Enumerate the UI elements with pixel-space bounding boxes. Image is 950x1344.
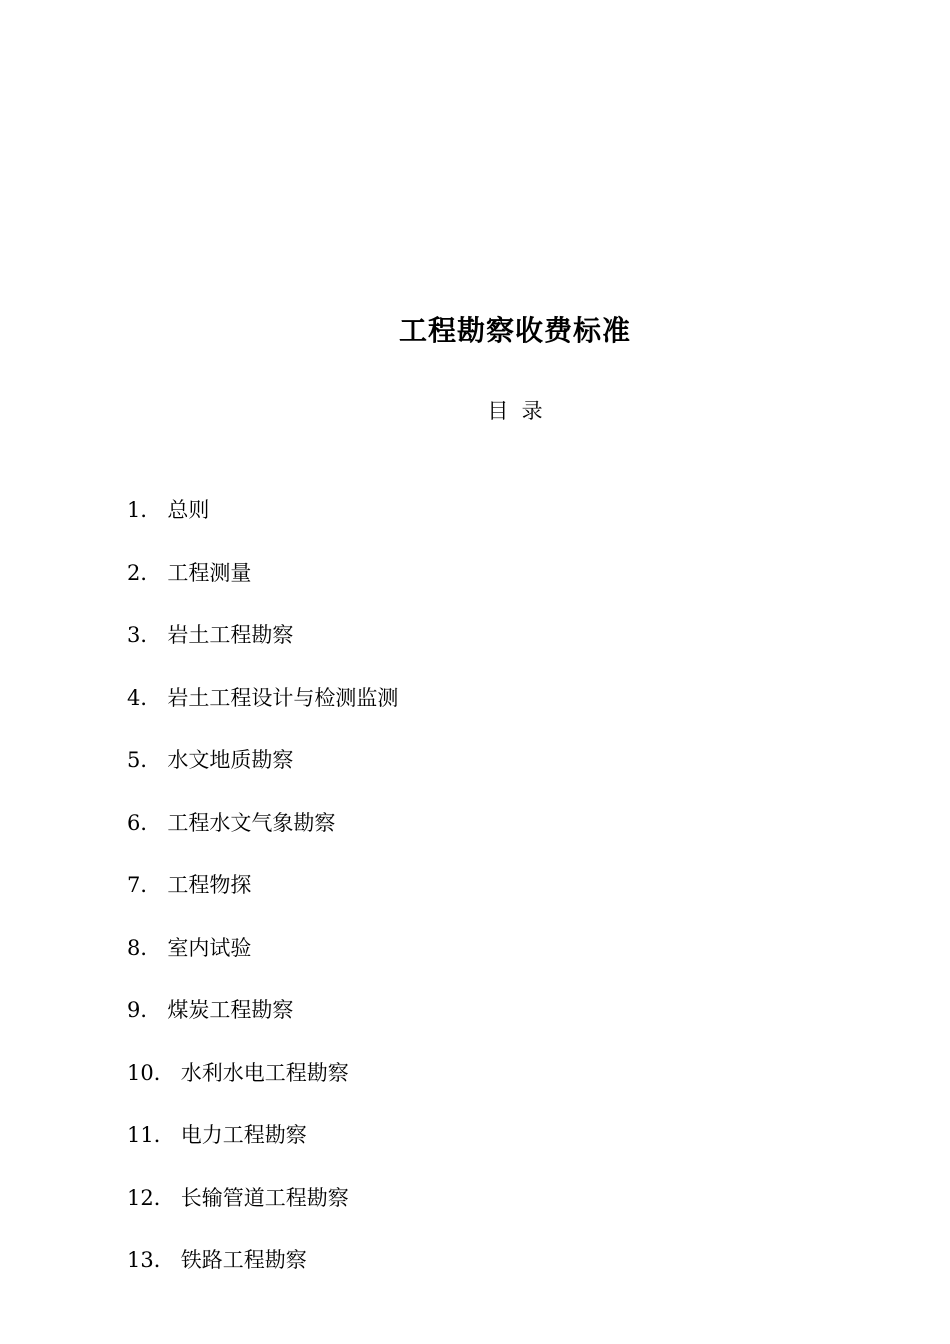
toc-item-number: 7． <box>127 873 162 897</box>
toc-item-label: 总则 <box>167 498 210 522</box>
toc-item-label: 工程测量 <box>167 560 252 585</box>
toc-item-number: 8． <box>127 935 162 960</box>
document-title: 工程勘察收费标准 <box>398 313 631 347</box>
toc-item-label: 铁路工程勘察 <box>180 1248 307 1272</box>
toc-item-number: 13． <box>127 1248 175 1272</box>
toc-item-label: 水文地质勘察 <box>167 748 294 772</box>
toc-item-3[interactable] <box>127 619 398 682</box>
toc-list <box>127 494 398 1307</box>
toc-item-number: 6． <box>127 810 162 835</box>
toc-item-2[interactable] <box>127 557 398 620</box>
toc-item-number: 5． <box>127 748 162 772</box>
toc-item-13[interactable] <box>127 1244 398 1307</box>
toc-item-7[interactable] <box>127 869 398 932</box>
toc-item-9[interactable] <box>127 994 398 1057</box>
toc-item-label: 室内试验 <box>167 935 252 960</box>
toc-item-8[interactable] <box>127 932 398 995</box>
toc-item-number: 9． <box>127 998 162 1022</box>
toc-item-label: 工程物探 <box>167 873 252 897</box>
toc-item-1[interactable] <box>127 494 398 557</box>
toc-item-number: 2． <box>127 560 162 585</box>
toc-item-number: 12． <box>127 1185 175 1210</box>
toc-item-12[interactable] <box>127 1182 398 1245</box>
toc-item-label: 水利水电工程勘察 <box>180 1060 349 1085</box>
toc-item-number: 10． <box>127 1060 175 1085</box>
toc-item-label: 岩土工程设计与检测监测 <box>167 685 399 710</box>
toc-item-label: 煤炭工程勘察 <box>167 998 294 1022</box>
toc-item-label: 工程水文气象勘察 <box>167 810 336 835</box>
toc-item-6[interactable] <box>127 807 398 870</box>
toc-item-label: 长输管道工程勘察 <box>180 1185 349 1210</box>
toc-item-number: 4． <box>127 685 162 710</box>
toc-item-4[interactable] <box>127 682 398 745</box>
toc-item-label: 岩土工程勘察 <box>167 623 294 647</box>
toc-item-number: 1． <box>127 498 162 522</box>
toc-item-number: 3． <box>127 623 162 647</box>
toc-item-label: 电力工程勘察 <box>180 1123 307 1147</box>
toc-item-number: 11． <box>127 1123 175 1147</box>
toc-item-11[interactable] <box>127 1119 398 1182</box>
toc-heading: 目 录 <box>487 399 543 423</box>
toc-item-5[interactable] <box>127 744 398 807</box>
toc-item-10[interactable] <box>127 1057 398 1120</box>
